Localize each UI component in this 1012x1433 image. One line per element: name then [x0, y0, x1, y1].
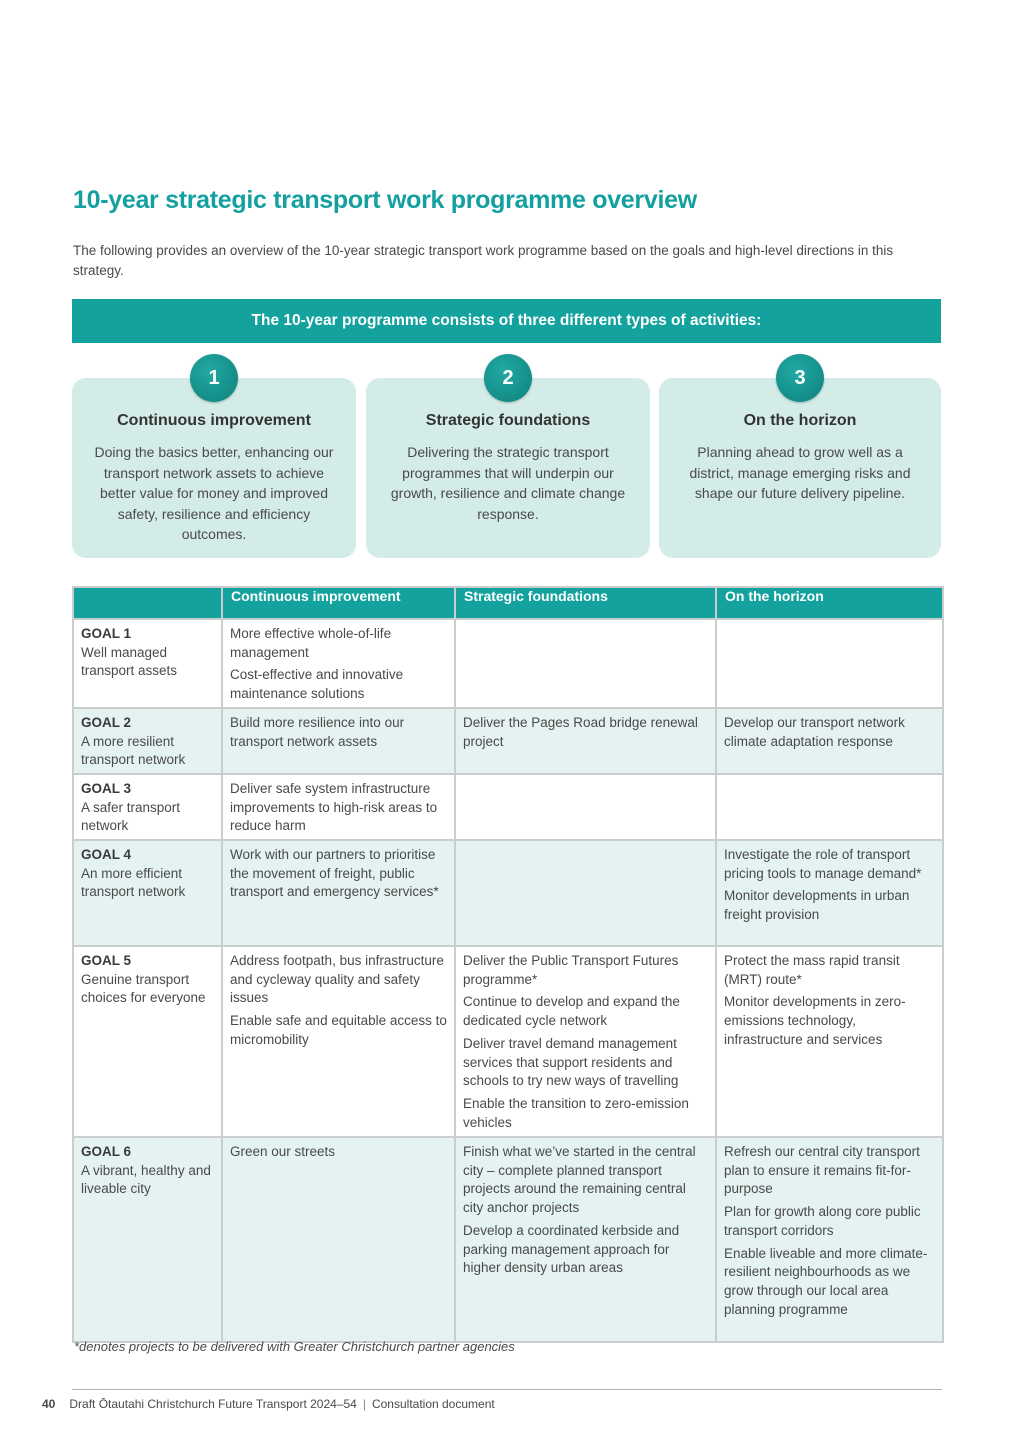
- table-row: [73, 946, 943, 1137]
- goal-name: A safer transport network: [81, 799, 181, 834]
- intro-paragraph: The following provides an overview of the 10-year strategic transport work programme based on the goals and high-level directions in this strategy.: [73, 243, 894, 278]
- table-row: [73, 708, 943, 774]
- goal-cell: [73, 774, 222, 840]
- horizon-cell: [716, 946, 943, 1137]
- goal-cell: [73, 708, 222, 774]
- page-number: 40: [42, 1397, 56, 1411]
- table-row: [73, 774, 943, 840]
- table-row: [73, 619, 943, 708]
- list-item: Deliver safe system infrastructure improvements to high-risk areas to reduce harm: [230, 780, 438, 834]
- activity-card-on-the-horizon: [659, 367, 941, 558]
- card-description: Doing the basics better, enhancing our transport network assets to achieve better value for money and improved safety, resilience and efficiency outcomes.: [94, 444, 334, 542]
- goal-cell: [73, 946, 222, 1137]
- list-item: Green our streets: [230, 1144, 336, 1160]
- document-type: Consultation document: [371, 1397, 495, 1411]
- list-item: Monitor developments in urban freight provision: [724, 888, 910, 923]
- list-item: More effective whole-of-life management: [230, 626, 392, 660]
- card-description: Delivering the strategic transport programmes that will underpin our growth, resilience and climate change response.: [390, 444, 626, 522]
- strategic-cell: [455, 946, 716, 1137]
- continuous-cell: [222, 1137, 455, 1342]
- goal-cell: [73, 1137, 222, 1342]
- goal-name: Genuine transport choices for everyone: [81, 971, 206, 1006]
- list-item: Deliver the Public Transport Futures programme*: [463, 953, 679, 987]
- footer-separator: |: [362, 1397, 366, 1411]
- list-item: Cost-effective and innovative maintenance solutions: [230, 667, 404, 702]
- header-on-the-horizon: On the horizon: [716, 587, 943, 619]
- page-footer: [42, 1397, 495, 1411]
- goal-name: An more efficient transport network: [81, 865, 186, 900]
- page-title: 10-year strategic transport work programme overview: [73, 186, 697, 214]
- goal-cell: [73, 840, 222, 946]
- goal-id: GOAL 5: [81, 953, 132, 969]
- card-title: Strategic foundations: [425, 412, 591, 429]
- header-strategic-foundations: Strategic foundations: [455, 587, 716, 619]
- list-item: Build more resilience into our transport network assets: [230, 714, 405, 749]
- goal-name: Well managed transport assets: [81, 644, 178, 679]
- horizon-cell: [716, 1137, 943, 1342]
- list-item: Refresh our central city transport plan to ensure it remains fit-for-purpose: [724, 1144, 920, 1197]
- horizon-cell: [716, 708, 943, 774]
- list-item: Monitor developments in zero-emissions technology, infrastructure and services: [724, 994, 906, 1047]
- continuous-cell: [222, 946, 455, 1137]
- list-item: Plan for growth along core public transport corridors: [724, 1204, 921, 1238]
- list-item: Finish what we’ve started in the central city – complete planned transport projects around the remaining central city anchor projects: [463, 1144, 696, 1216]
- continuous-cell: [222, 708, 455, 774]
- goal-cell: [73, 619, 222, 708]
- table-header-row: [73, 587, 943, 619]
- horizon-cell: [716, 619, 943, 708]
- list-item: Enable safe and equitable access to micromobility: [230, 1013, 447, 1047]
- list-item: Enable the transition to zero-emission vehicles: [463, 1095, 689, 1130]
- activity-card-continuous-improvement: [72, 367, 356, 558]
- list-item: Develop a coordinated kerbside and parking management approach for higher density urban areas: [463, 1222, 680, 1276]
- list-item: Enable liveable and more climate-resilient neighbourhoods as we grow through our local area planning programme: [724, 1245, 928, 1317]
- strategic-cell: [455, 774, 716, 840]
- number-badge: 1: [190, 354, 238, 402]
- goal-id: GOAL 3: [81, 780, 132, 796]
- activities-banner: The 10-year programme consists of three different types of activities:: [72, 299, 941, 343]
- footnote: *denotes projects to be delivered with Greater Christchurch partner agencies: [74, 1339, 515, 1354]
- horizon-cell: [716, 840, 943, 946]
- card-description: Planning ahead to grow well as a district, manage emerging risks and shape our future delivery pipeline.: [689, 444, 911, 501]
- activity-cards: [72, 367, 941, 558]
- list-item: Investigate the role of transport pricing tools to manage demand*: [724, 847, 922, 881]
- goal-name: A more resilient transport network: [81, 733, 186, 768]
- list-item: Deliver the Pages Road bridge renewal project: [463, 714, 698, 749]
- list-item: Address footpath, bus infrastructure and cycleway quality and safety issues: [230, 953, 444, 1006]
- strategic-cell: [455, 840, 716, 946]
- table-row: [73, 1137, 943, 1342]
- list-item: Work with our partners to prioritise the movement of freight, public transport and emergency services*: [230, 847, 439, 900]
- header-continuous-improvement: Continuous improvement: [222, 587, 455, 619]
- horizon-cell: [716, 774, 943, 840]
- list-item: Deliver travel demand management services that support residents and schools to try new ways of travelling: [463, 1035, 679, 1089]
- continuous-cell: [222, 840, 455, 946]
- goal-id: GOAL 2: [81, 714, 132, 730]
- table-row: [73, 840, 943, 946]
- header-goal: [73, 587, 222, 619]
- number-badge: 3: [776, 354, 824, 402]
- strategic-cell: [455, 708, 716, 774]
- goal-id: GOAL 4: [81, 847, 132, 863]
- continuous-cell: [222, 619, 455, 708]
- goal-id: GOAL 6: [81, 1144, 132, 1160]
- continuous-cell: [222, 774, 455, 840]
- work-programme-table: [72, 586, 944, 1343]
- list-item: Protect the mass rapid transit (MRT) route*: [724, 953, 900, 987]
- document-title: Draft Ōtautahi Christchurch Future Transport 2024–54: [69, 1397, 357, 1411]
- goal-name: A vibrant, healthy and liveable city: [81, 1162, 211, 1197]
- list-item: Continue to develop and expand the dedicated cycle network: [463, 994, 680, 1029]
- footer-divider: [72, 1389, 942, 1390]
- number-badge: 2: [484, 354, 532, 402]
- activity-card-strategic-foundations: [366, 367, 650, 558]
- goal-id: GOAL 1: [81, 626, 132, 641]
- list-item: Develop our transport network climate adaptation response: [724, 714, 905, 749]
- card-title: Continuous improvement: [117, 412, 311, 429]
- card-title: On the horizon: [743, 412, 857, 429]
- strategic-cell: [455, 1137, 716, 1342]
- strategic-cell: [455, 619, 716, 708]
